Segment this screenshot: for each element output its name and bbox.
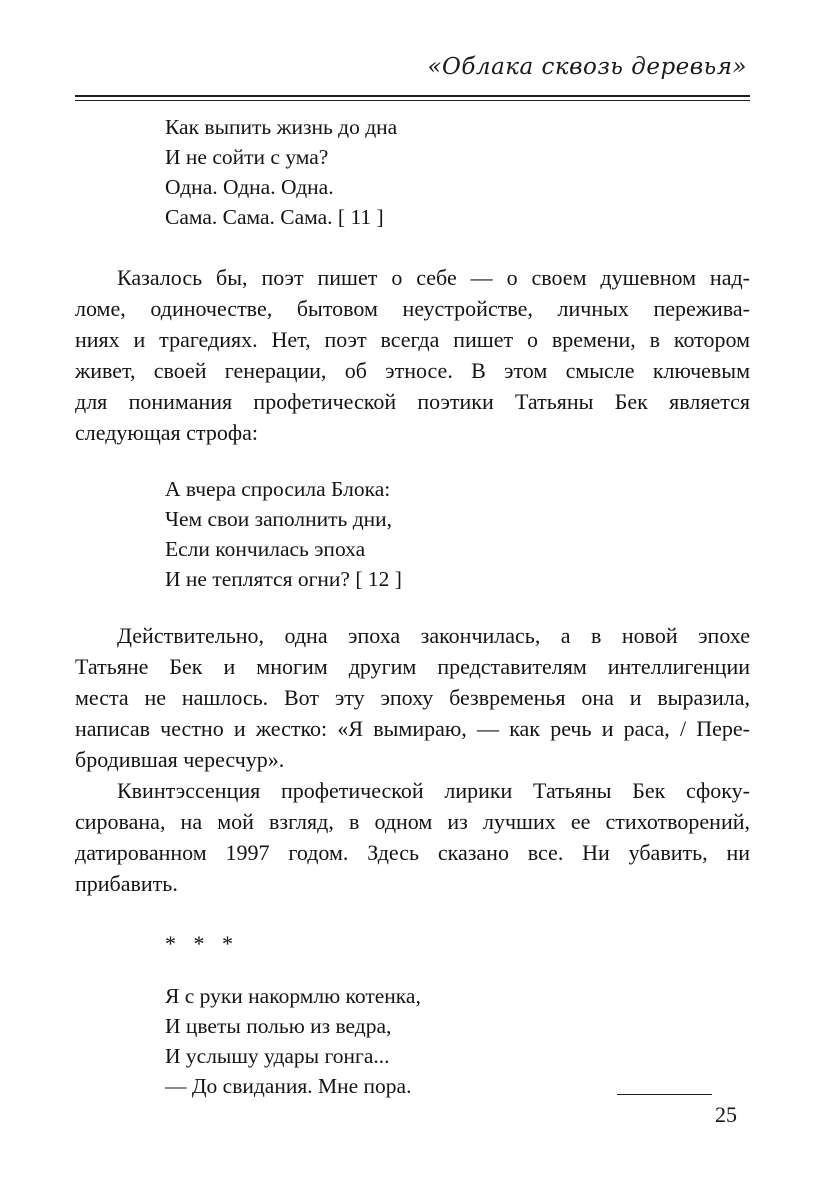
stanza-separator: * * * xyxy=(165,931,234,956)
verse-block-1 xyxy=(165,112,750,232)
text-line: Казалось бы, поэт пишет о себе — о своем душевном над- xyxy=(117,265,750,290)
text-line: бродившая чересчур». xyxy=(75,747,285,772)
verse-line: Сама. Сама. Сама. [ 11 ] xyxy=(165,205,384,229)
verse-block-3 xyxy=(165,981,750,1101)
text-line: написав честно и жестко: «Я вымираю, — как речь и раса, / Пере- xyxy=(75,716,750,741)
text-line: сирована, на мой взгляд, в одном из лучших ее стихотворений, xyxy=(75,809,750,834)
text-line: Квинтэссенция профетической лирики Татьяны Бек сфоку- xyxy=(117,778,750,803)
page-number: 25 xyxy=(715,1102,737,1127)
text-line: Действительно, одна эпоха закончилась, а в новой эпохе xyxy=(117,623,750,648)
paragraph-1 xyxy=(75,262,750,448)
verse-block-2 xyxy=(165,474,750,594)
text-line: Татьяне Бек и многим другим представителям интеллигенции xyxy=(75,654,750,679)
page-content xyxy=(75,100,750,1101)
verse-line: Если кончилась эпоха xyxy=(165,537,366,561)
text-line: живет, своей генерации, об этносе. В этом смысле ключевым xyxy=(75,358,750,383)
paragraph-2 xyxy=(75,620,750,775)
text-line: прибавить. xyxy=(75,871,178,896)
text-line: ломе, одиночестве, бытовом неустройстве, личных пережива- xyxy=(75,296,750,321)
verse-line: И цветы полью из ведра, xyxy=(165,1014,392,1038)
text-line: датированном 1997 годом. Здесь сказано все. Ни убавить, ни xyxy=(75,840,750,865)
verse-line: И не теплятся огни? [ 12 ] xyxy=(165,567,402,591)
running-header: «Облака сквозь деревья» xyxy=(427,54,747,80)
text-line: места не нашлось. Вот эту эпоху безвременья она и выразила, xyxy=(75,685,750,710)
verse-line: И не сойти с ума? xyxy=(165,145,329,169)
text-line: для понимания профетической поэтики Татьяны Бек является xyxy=(75,389,750,414)
verse-line: Как выпить жизнь до дна xyxy=(165,115,398,139)
verse-line: И услышу удары гонга... xyxy=(165,1044,390,1068)
verse-line: Одна. Одна. Одна. xyxy=(165,175,334,199)
paragraph-3 xyxy=(75,775,750,899)
text-line: следующая строфа: xyxy=(75,420,258,445)
verse-line: Я с руки накормлю котенка, xyxy=(165,984,421,1008)
text-line: ниях и трагедиях. Нет, поэт всегда пишет о времени, в котором xyxy=(75,327,750,352)
footer-rule xyxy=(617,1094,712,1095)
verse-line: А вчера спросила Блока: xyxy=(165,477,391,501)
verse-line: — До свидания. Мне пора. xyxy=(165,1074,412,1098)
verse-line: Чем свои заполнить дни, xyxy=(165,507,393,531)
